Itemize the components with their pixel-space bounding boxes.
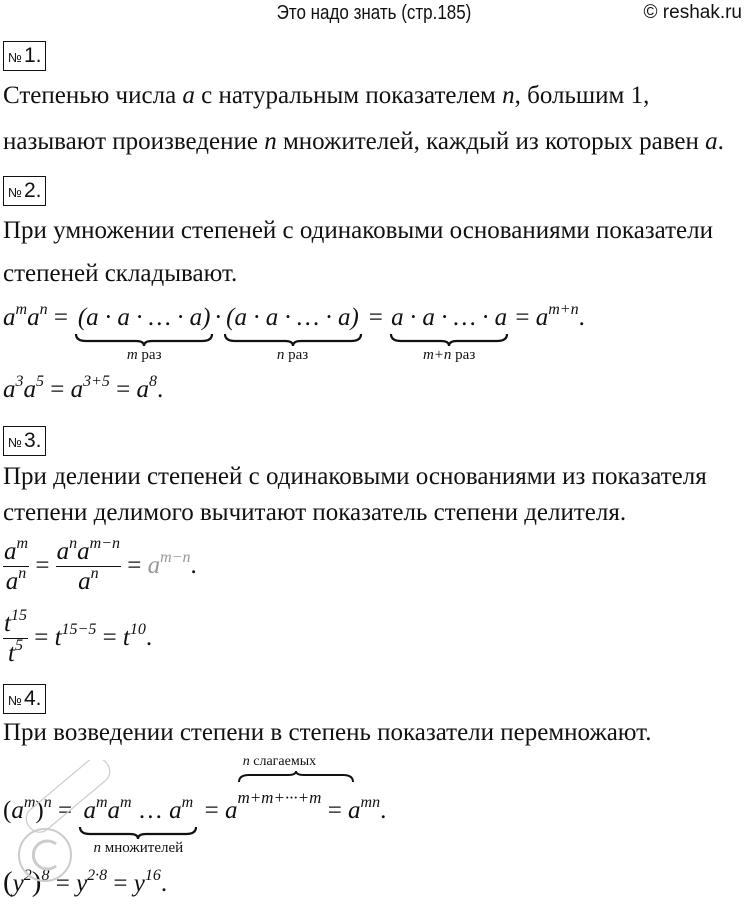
text-line: При умножении степеней с одинаковыми основаниями показатели (3, 217, 713, 244)
underbrace-icon (78, 826, 198, 840)
page-title: Это надо знать (стр.185) (276, 2, 472, 24)
num-sign: № (8, 185, 22, 200)
text-line: степени делимого вычитают показатель степени делителя. (3, 499, 627, 526)
text-line: При делении степеней с одинаковыми основаниями из показателя (3, 463, 707, 490)
underbrace-icon (74, 333, 214, 347)
num-value: 4. (23, 687, 42, 710)
copyright[interactable]: © reshak.ru (643, 2, 742, 23)
text-line: При возведении степени в степень показатели перемножают. (3, 719, 652, 746)
underbrace-icon (389, 333, 509, 347)
formula-power: $(a^m)^n$ = $a^ma^m$ … $a^m$ n множителей = a n слагаемых $m+m+\cdot\cdot\cdot+m = a^{mn}$. (3, 754, 387, 856)
overbrace-icon (237, 771, 355, 783)
formula-divide: $\frac{a^m}{a^n}$ = $\frac{a^na^{m-n}}{a^n}$ = $a^{m-n}$. (4, 535, 197, 595)
num-sign: № (8, 435, 22, 450)
num-sign: № (8, 693, 22, 708)
section-number-1 (3, 41, 46, 71)
text-line: называют произведение n множителей, каждый из которых равен a. (3, 128, 724, 155)
example-power: $(y^2)^8 = y^{2\cdot 8} = y^{16}$. (3, 866, 168, 898)
brace-label: m раз (126, 347, 162, 363)
overbrace-label: n слагаемых (242, 754, 317, 769)
section-number-4 (3, 684, 46, 714)
section-number-2 (3, 176, 46, 206)
brace-label: m+n раз (422, 347, 476, 363)
text-line: Степенью числа a с натуральным показателем n, большим 1, (3, 82, 650, 109)
formula-multiply: $a^ma^n$ = (a · a · … · a) m раз · (a · a · … · a) n раз = a · a · … · a m+n раз = $a^{m+n}$. (3, 301, 585, 363)
num-value: 3. (23, 429, 42, 452)
underbrace-icon (223, 333, 363, 347)
num-value: 2. (23, 179, 42, 202)
num-sign: № (8, 50, 22, 65)
num-value: 1. (23, 44, 42, 67)
text-line: степеней складывают. (3, 260, 238, 287)
section-number-3 (3, 426, 46, 456)
brace-label: n множителей (93, 840, 184, 856)
brace-label: n раз (276, 347, 309, 363)
example-divide: $\frac{t^{15}}{t^5}$ = $t^{15-5} = t^{10}$. (4, 607, 153, 667)
example-multiply: $a^3a^5 = a^{3+5} = a^8$. (3, 373, 164, 403)
